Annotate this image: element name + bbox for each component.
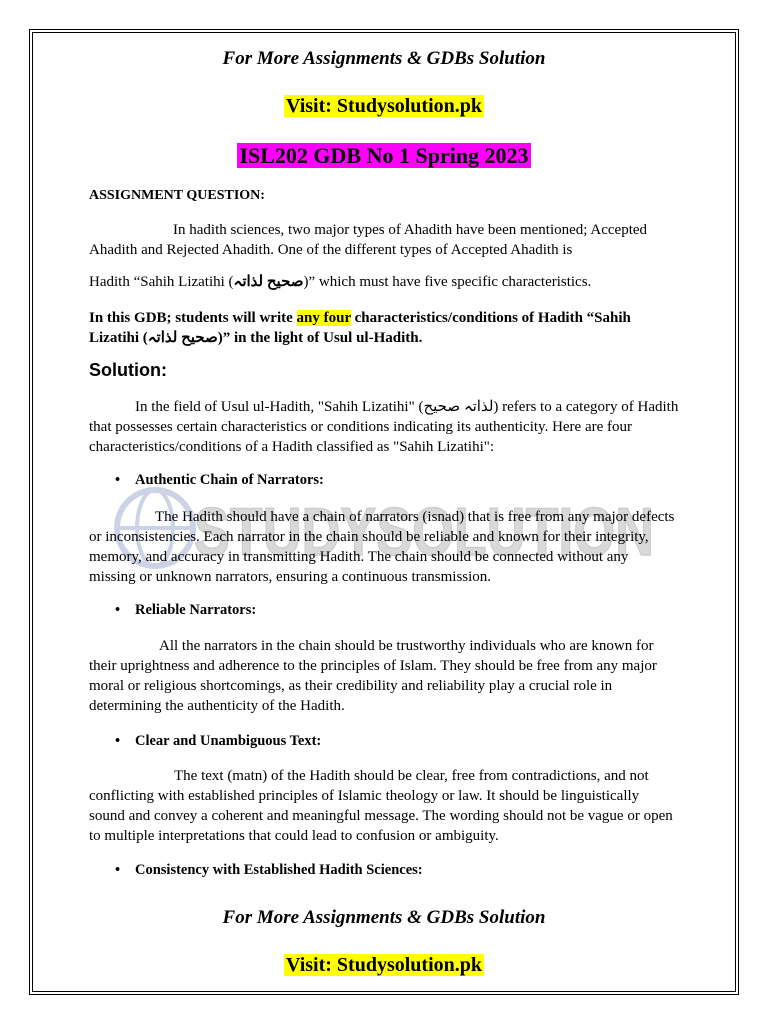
question-line-3: [89, 272, 679, 292]
point-2-title: Reliable Narrators:: [135, 602, 257, 618]
question-heading: ASSIGNMENT QUESTION:: [89, 188, 265, 203]
intro-1a: In the field of Usul ul-Hadith, "Sahih Lizatihi" (: [135, 399, 424, 415]
question-line-1: In hadith sciences, two major types of Ahadith have been mentioned; Accepted: [173, 222, 648, 238]
point-4-title: Consistency with Established Hadith Sciences:: [135, 862, 423, 878]
question-arabic-term: صحيح لذاتہ: [233, 274, 304, 290]
page-title-wrap: [0, 143, 768, 169]
point-3-line-1: The text (matn) of the Hadith should be clear, free from contradictions, and not: [174, 768, 649, 784]
task-arabic-term: صحيح لذاتہ: [147, 330, 218, 346]
question-line-3-b: )” which must have five specific characteristics.: [303, 274, 592, 290]
point-1-line-3: memory, and accuracy in transmitting Hadith. The chain should be connected without any: [89, 549, 629, 565]
footer-visit-link[interactable]: Visit: Studysolution.pk: [286, 954, 482, 976]
bullet-point-1: [115, 472, 324, 489]
bullet-point-4: [115, 862, 423, 879]
task-line-1: [89, 308, 679, 328]
task-c: Lizatihi (: [89, 330, 148, 346]
point-1-line-2: or inconsistencies. Each narrator in the chain should be reliable and known for their integrity,: [89, 529, 649, 545]
header-visit-link[interactable]: Visit: Studysolution.pk: [286, 95, 482, 117]
solution-intro-3: characteristics/conditions of a Hadith classified as "Sahih Lizatihi":: [89, 439, 495, 455]
point-2-line-4: determining the authenticity of the Hadith.: [89, 698, 345, 714]
watermark-text: STUDYSOLUTION: [194, 494, 654, 570]
question-line-2: Ahadith and Rejected Ahadith. One of the different types of Accepted Ahadith is: [89, 242, 573, 258]
point-2-line-3: moral or religious shortcomings, as their credibility and reliability play a crucial role in: [89, 678, 613, 694]
header-visit-wrap: [0, 95, 768, 118]
point-3-line-2: conflicting with established principles of Islamic theology or law. It should be linguistically: [89, 788, 640, 804]
point-1-line-1: The Hadith should have a chain of narrators (isnad) that is free from any major defects: [155, 509, 675, 525]
task-d: )” in the light of Usul ul-Hadith.: [217, 330, 423, 346]
page-title: ISL202 GDB No 1 Spring 2023: [239, 143, 529, 168]
intro-arabic-term: لذاتہ صحيح: [423, 399, 494, 415]
intro-1b: ) refers to a category of Hadith: [493, 399, 679, 415]
footer-visit-wrap: [0, 954, 768, 977]
bullet-dot: •: [115, 602, 121, 618]
bullet-point-2: [115, 602, 256, 619]
header-tagline: For More Assignments & GDBs Solution: [222, 48, 546, 69]
point-1-title: Authentic Chain of Narrators:: [135, 472, 324, 488]
point-2-line-2: their uprightness and adherence to the principles of Islam. They should be free from any major: [89, 658, 657, 674]
bullet-dot: •: [115, 472, 121, 488]
solution-intro-2: that possesses certain characteristics or conditions indicating its authenticity. Here are four: [89, 419, 633, 435]
bullet-dot: •: [115, 733, 121, 749]
task-line-2: [89, 328, 679, 348]
point-3-title: Clear and Unambiguous Text:: [135, 733, 322, 749]
question-line-3-a: Hadith “Sahih Lizatihi (: [89, 274, 234, 290]
point-3-line-3: sound and convey a coherent and meaningful message. The wording should not be vague or open: [89, 808, 673, 824]
task-highlight: any four: [296, 310, 351, 326]
footer-tagline: For More Assignments & GDBs Solution: [222, 907, 546, 928]
solution-intro-1: [89, 397, 679, 417]
bullet-dot: •: [115, 862, 121, 878]
point-2-line-1: All the narrators in the chain should be trustworthy individuals who are known for: [159, 638, 654, 654]
point-1-line-4: missing or unknown narrators, ensuring a continuous transmission.: [89, 569, 492, 585]
task-a: In this GDB; students will write: [89, 310, 297, 326]
point-3-line-4: to multiple interpretations that could lead to confusion or ambiguity.: [89, 828, 499, 844]
task-b: characteristics/conditions of Hadith “Sahih: [350, 310, 631, 326]
solution-heading: Solution:: [89, 360, 167, 380]
bullet-point-3: [115, 733, 321, 750]
